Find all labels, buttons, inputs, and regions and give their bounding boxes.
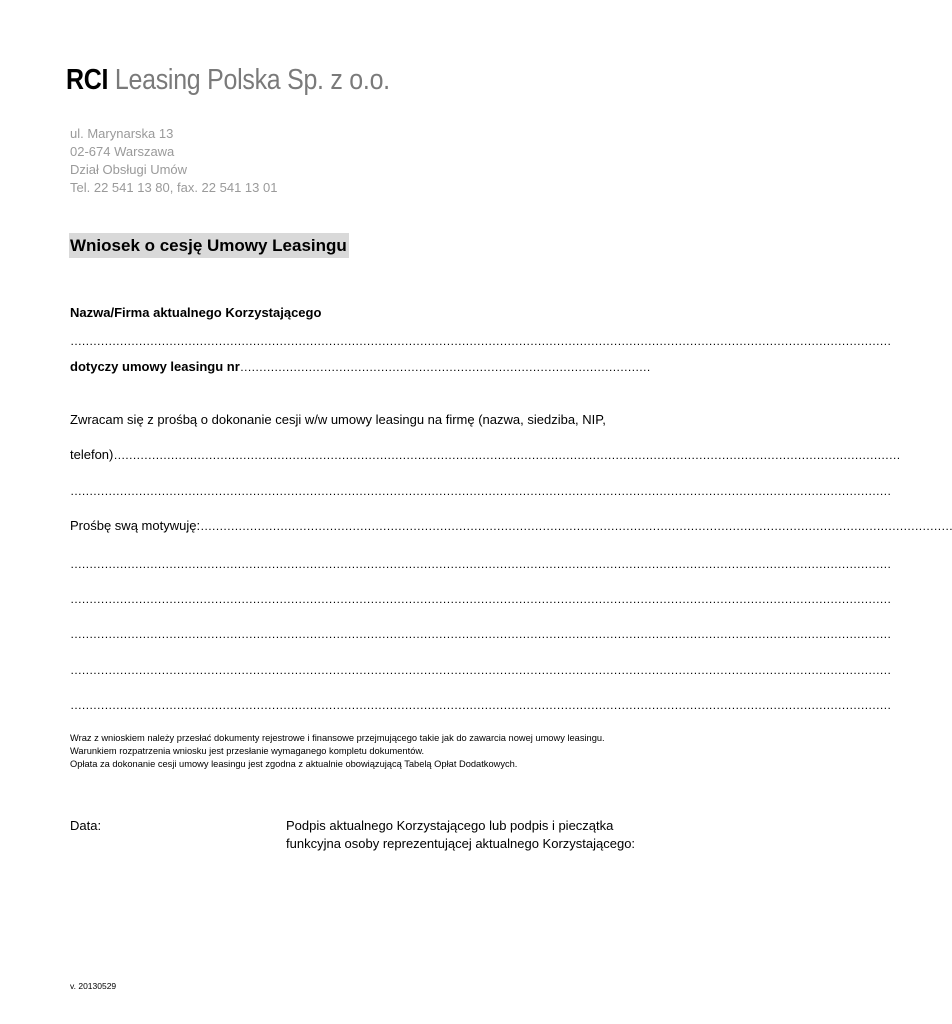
justification-field-5[interactable]: ……………………………………………………………………………………………………………………………………………………………………………………………… [70,663,891,677]
justification-field-2[interactable]: ……………………………………………………………………………………………………………………………………………………………………………………………… [70,557,891,571]
note-line: Warunkiem rozpatrzenia wniosku jest przesłanie wymaganego kompletu dokumentów. [70,746,425,756]
signature-line-1: Podpis aktualnego Korzystającego lub podpis i pieczątka [286,818,614,833]
contract-number-row [70,358,651,376]
brand-name: Leasing Polska Sp. z o.o. [114,64,390,96]
justification-field-3[interactable]: ……………………………………………………………………………………………………………………………………………………………………………………………… [70,592,891,606]
current-user-field[interactable]: ……………………………………………………………………………………………………………………………………………………………………………………………… [70,334,891,348]
justification-field-6[interactable]: ……………………………………………………………………………………………………………………………………………………………………………………………… [70,698,891,712]
current-user-label: Nazwa/Firma aktualnego Korzystającego [70,305,322,320]
justification-label: Prośbę swą motywuję: [70,518,201,533]
address-street: ul. Marynarska 13 [70,126,174,141]
company-logo [66,62,390,98]
new-company-field-1[interactable]: ……………………………………………………………………………………………………………………………………………………………………………………… [113,448,900,462]
justification-field-4[interactable]: ……………………………………………………………………………………………………………………………………………………………………………………………… [70,627,891,641]
address-city: 02-674 Warszawa [70,144,175,159]
version-label: v. 20130529 [70,981,117,991]
note-line: Opłata za dokonanie cesji umowy leasingu jest zgodna z aktualnie obowiązującą Tabelą Opłat Dodatkowych. [70,759,518,769]
justification-row [70,517,952,535]
brand-bold: RCI [66,64,109,96]
signature-line-2: funkcyjna osoby reprezentującej aktualnego Korzystającego: [286,836,636,851]
phone-label: telefon) [70,447,114,462]
justification-field-1[interactable]: ……………………………………………………………………………………………………………………………………………………………………………… [200,519,952,533]
document-title: Wniosek o cesję Umowy Leasingu [69,233,349,258]
request-text: Zwracam się z prośbą o dokonanie cesji w/w umowy leasingu na firmę (nazwa, siedziba, NIP, [70,412,606,427]
contract-label: dotyczy umowy leasingu nr [70,359,240,374]
contract-number-field[interactable]: ……………………………………………………………………………………………… [239,360,651,374]
address-phone: Tel. 22 541 13 80, fax. 22 541 13 01 [70,180,278,195]
phone-row [70,446,900,464]
new-company-field-2[interactable]: ……………………………………………………………………………………………………………………………………………………………………………………………… [70,484,891,498]
address-department: Dział Obsługi Umów [70,162,188,177]
date-label: Data: [70,818,102,833]
note-line: Wraz z wnioskiem należy przesłać dokumenty rejestrowe i finansowe przejmującego takie jak do zawarcia nowej umowy leasingu. [70,733,605,743]
